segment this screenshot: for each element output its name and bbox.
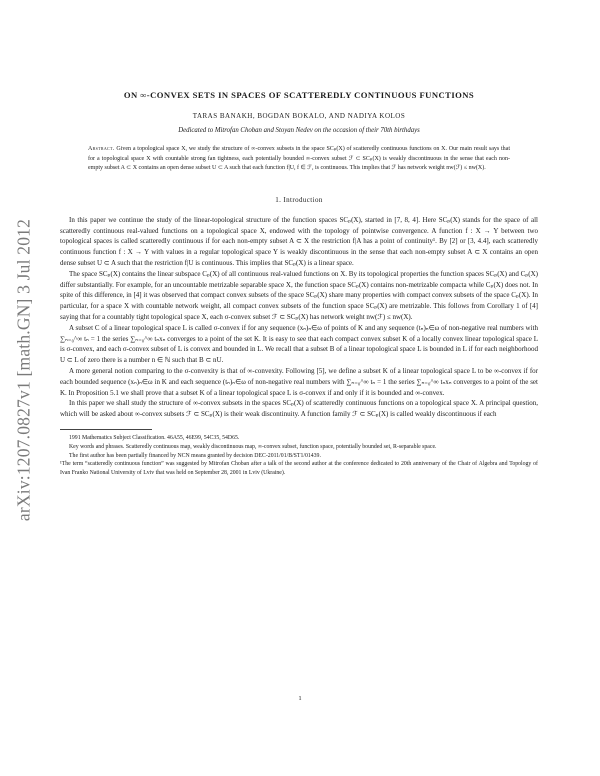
arxiv-identifier: arXiv:1207.0827v1 [math.GN] 3 Jul 2012 xyxy=(13,218,34,522)
footnote-funding: The first author has been partially financed by NCN means granted by decision DEC-2011/01/B/ST1/01439. xyxy=(69,452,321,459)
paper-dedication: Dedicated to Mitrofan Choban and Stoyan Nedev on the occasion of their 70th birthdays xyxy=(178,127,420,134)
paragraph-3: A subset C of a linear topological space L is called σ-convex if for any sequence (xₙ)ₙ∈ω of points of K and any sequence (tₙ)ₙ∈ω of non-negative real numbers with ∑ₙ₌₀^∞ tₙ = 1 the series ∑ₙ₌₀^∞ tₙxₙ converges to a point of the set K. It is easy to see that each compact convex subset K of a locally convex linear topological space L is σ-convex, and each σ-convex subset of L is convex and bounded in L. We recall that a subset B of a linear topological space L is bounded in L if for each neighborhood U ⊂ L of zero there is a number n ∈ ℕ such that B ⊂ nU. xyxy=(60,323,538,365)
paper-title: ON ∞-CONVEX SETS IN SPACES OF SCATTEREDLY CONTINUOUS FUNCTIONS xyxy=(123,90,475,100)
footnote-1: ¹The term “scatteredly continuous function” was suggested by Mitrofan Choban after a talk of the second author at the conference dedicated to 20th anniversary of the Chair of Algebra and Topology of Ivan Franko National University of Lviv that was held on September 28, 2001 in Lviv (Ukraine). xyxy=(60,461,538,477)
paragraph-1: In this paper we continue the study of the linear-topological structure of the function spaces SCₚ(X), started in [7, 8, 4]. Here SCₚ(X) stands for the space of all scatteredly continuous real-valued functions on a topological space X, endowed with the topology of pointwise convergence. A function f : X → Y between two topological spaces is called scatteredly continuous if for each non-empty subset A ⊂ X the restriction f|A has a point of continuity¹. By [2] or [3, 4.4], each scatteredly continuous function f : X → Y with values in a regular topological space Y is weakly discontinuous in the sense that each non-empty subset A ⊂ X contains an open dense subset U ⊂ A such that the restriction f|U is continuous. This implies that SCₚ(X) is a linear space. xyxy=(60,215,538,267)
footnote-keywords: Key words and phrases. Scatteredly continuous map, weakly discontinuous map, ∞-convex subset, function space, potentially bounded set, R-separable space. xyxy=(69,443,437,450)
paragraph-4: A more general notion comparing to the σ-convexity is that of ∞-convexity. Following [5], we define a subset K of a linear topological space L to be ∞-convex if for each bounded sequence (xₙ)ₙ∈ω in K and each sequence (tₙ)ₙ∈ω of non-negative real numbers with ∑ₙ₌₀^∞ tₙ = 1 the series ∑ₙ₌₀^∞ tₙxₙ converges to a point of the set K. In Proposition 5.1 we shall prove that a subset K of a linear topological space L is σ-convex if and only if it is bounded and ∞-convex. xyxy=(60,366,538,397)
arxiv-stamp xyxy=(4,150,44,590)
abstract-text: Given a topological space X, we study the structure of ∞-convex subsets in the space SCₚ(X) of scatteredly continuous functions on X. Our main result says that for a topological space X with countable strong fan tightness, each potentially bounded ∞-convex subset ℱ ⊂ SCₚ(X) is weakly discontinuous in the sense that each non-empty subset A ⊂ X contains an open dense subset U ⊂ A such that each function f|U, f ∈ ℱ, is continuous. This implies that ℱ has network weight nw(ℱ) ≤ nw(X). xyxy=(88,146,511,172)
page-number: 1 xyxy=(298,695,302,702)
abstract xyxy=(88,145,510,174)
footnote-msc: 1991 Mathematics Subject Classification. 46A55, 46E99, 54C35, 54D65. xyxy=(69,434,240,441)
paper-page xyxy=(60,90,538,478)
paragraph-2: The space SCₚ(X) contains the linear subspace Cₚ(X) of all continuous real-valued functions on X. By its topological properties the function spaces SCₚ(X) and Cₚ(X) differ substantially. For example, for an uncountable metrizable separable space X, the function space SCₚ(X) contains non-metrizable compacta while Cₚ(X) does not. In spite of this difference, in [4] it was observed that compact convex subsets of the space SCₚ(X) share many properties with compact convex subsets of the space Cₚ(X). In particular, for a space X with countable network weight, all compact convex subsets of the function space SCₚ(X) are metrizable. This follows from Corollary 1 of [4] saying that for a countably tight topological space X, each σ-convex subset ℱ ⊂ SCₚ(X) has network weight nw(ℱ) ≤ nw(X). xyxy=(60,269,538,321)
abstract-label: Abstract. xyxy=(88,146,115,152)
paper-authors: TARAS BANAKH, BOGDAN BOKALO, AND NADIYA KOLOS xyxy=(192,112,406,120)
paragraph-5: In this paper we shall study the structure of ∞-convex subsets in the spaces SCₚ(X) of scatteredly continuous functions on a topological space X. A principal question, which will be asked about ∞-convex subsets ℱ ⊂ SCₚ(X) is their weak discontinuity. A function family ℱ ⊂ SCₚ(X) is called weakly discontinuous if each xyxy=(60,399,538,419)
footnote-rule xyxy=(60,429,152,430)
section-title-introduction: 1. Introduction xyxy=(275,195,323,204)
